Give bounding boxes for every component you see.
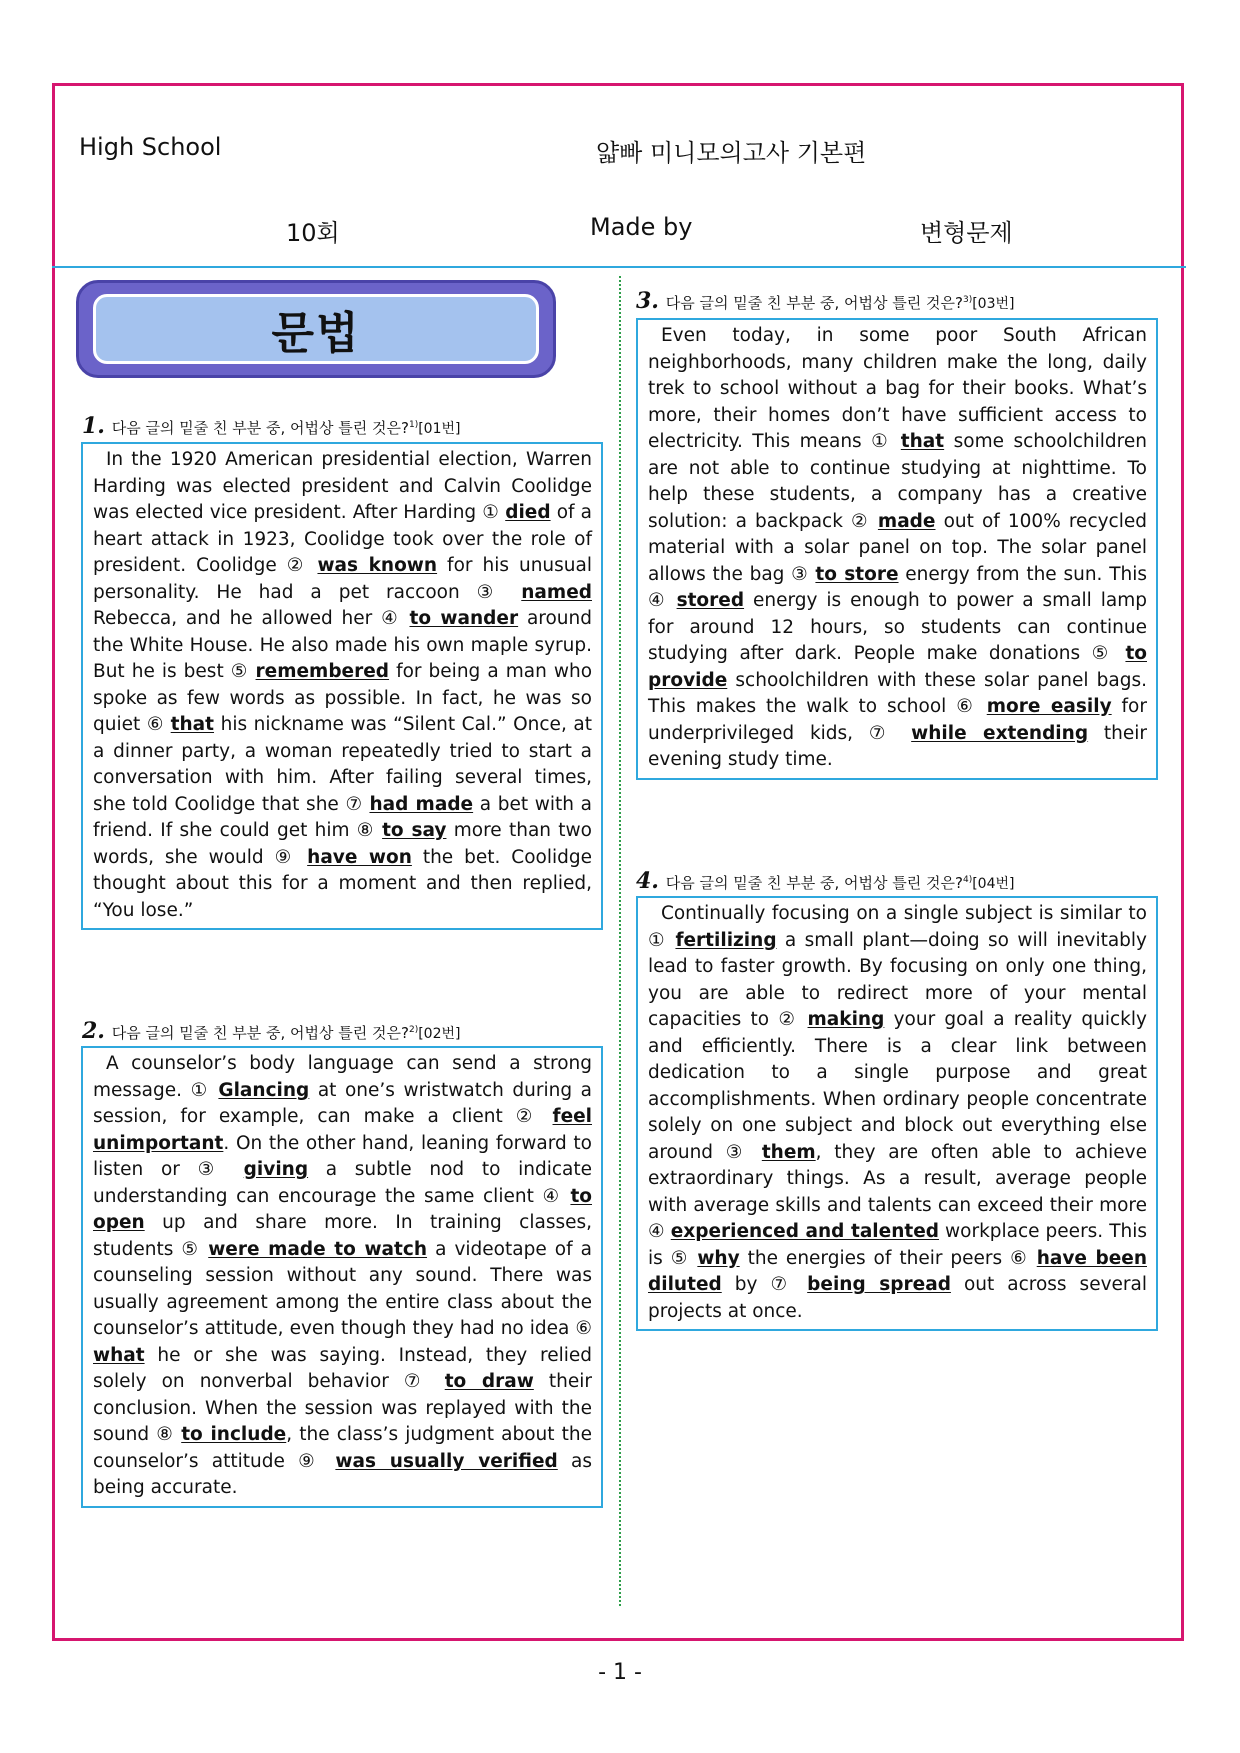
section-label: 문법: [271, 308, 361, 359]
question-2-header: [82, 1018, 460, 1044]
header-divider: [52, 266, 1186, 268]
question-2-prompt: 다음 글의 밑줄 친 부분 중, 어법상 틀린 것은?: [111, 1024, 409, 1042]
question-4-prompt: 다음 글의 밑줄 친 부분 중, 어법상 틀린 것은?: [665, 874, 963, 892]
question-1-footnote: 1): [408, 420, 419, 430]
question-3-number: 3.: [636, 288, 659, 314]
question-2-ref: [02번]: [418, 1026, 461, 1042]
section-badge: [76, 280, 556, 378]
question-3-passage: [636, 318, 1158, 780]
question-4-header: [636, 868, 1014, 894]
question-2-footnote: 2): [408, 1025, 419, 1035]
header-round: 10회: [286, 219, 340, 247]
question-1-text: In the 1920 American presidential election, Warren Harding was elected president and Calvin Coolidge was elected vice president. After Harding ① died of a heart attack in 1923, Coolidge took over the role of president. Coolidge ② was known for his unusual personality. He had a pet raccoon ③ named Rebecca, and he allowed her ④ to wander around the White House. He also made his own maple syrup. But he is best ⑤ remembered for being a man who spoke as few words as possible. In fact, he was so quiet ⑥ that his nickname was “Silent Cal.” Once, at a dinner party, a woman repeatedly tried to start a conversation with him. After failing several times, she told Coolidge that she ⑦ had made a bet with a friend. If she could get him ⑧ to say more than two words, she would ⑨ have won the bet. Coolidge thought about this for a moment and then replied, “You lose.”: [93, 449, 593, 921]
question-4-number: 4.: [636, 868, 659, 894]
question-1-number: 1.: [82, 413, 105, 439]
question-4-text: Continually focusing on a single subject is similar to ① fertilizing a small plant—doing so will inevitably lead to faster growth. By focusing on only one thing, you are able to redirect more of your mental capacities to ② making your goal a reality quickly and efficiently. There is a clear link between dedication to a single purpose and great accomplishments. When ordinary people concentrate solely on one subject and block out everything else around ③ them, they are often able to achieve extraordinary things. As a result, average people with average skills and talents can exceed their more ④ experienced and talented workplace peers. This is ⑤ why the energies of their peers ⑥ have been diluted by ⑦ being spread out across several projects at once.: [648, 903, 1148, 1322]
question-1-prompt: 다음 글의 밑줄 친 부분 중, 어법상 틀린 것은?: [111, 419, 409, 437]
page-number: - 1 -: [598, 1660, 642, 1685]
question-3-ref: [03번]: [972, 296, 1015, 312]
question-4-footnote: 4): [962, 875, 973, 885]
question-2-text: A counselor’s body language can send a strong message. ① Glancing at one’s wristwatch during a session, for example, can make a client ② feel unimportant. On the other hand, leaning forward to listen or ③ giving a subtle nod to indicate understanding can encourage the same client ④ to open up and share more. In training classes, students ⑤ were made to watch a videotape of a counseling session without any sound. There was usually agreement among the entire class about the counselor’s attitude, even though they had no idea ⑥ what he or she was saying. Instead, they relied solely on nonverbal behavior ⑦ to draw their conclusion. When the session was replayed with the sound ⑧ to include, the class’s judgment about the counselor’s attitude ⑨ was usually verified as being accurate.: [93, 1053, 593, 1498]
question-2-passage: [81, 1046, 603, 1508]
question-4-ref: [04번]: [972, 876, 1015, 892]
question-3-header: [636, 288, 1014, 314]
question-3-footnote: 3): [962, 295, 973, 305]
question-4-passage: [636, 896, 1158, 1331]
header-school: High School: [79, 133, 222, 161]
question-3-prompt: 다음 글의 밑줄 친 부분 중, 어법상 틀린 것은?: [665, 294, 963, 312]
question-1-ref: [01번]: [418, 421, 461, 437]
question-2-number: 2.: [82, 1018, 105, 1044]
header-title: 얇빠 미니모의고사 기본편: [596, 139, 867, 167]
column-divider: [619, 276, 621, 1606]
question-1-passage: [81, 442, 603, 930]
header-type: 변형문제: [920, 219, 1013, 247]
header-made-by: Made by: [590, 213, 693, 241]
question-3-text: Even today, in some poor South African neighborhoods, many children make the long, daily trek to school without a bag for their books. What’s more, their homes don’t have sufficient access to electricity. This means ① that some schoolchildren are not able to continue studying at nighttime. To help these students, a company has a creative solution: a backpack ② made out of 100% recycled material with a solar panel on top. The solar panel allows the bag ③ to store energy from the sun. This ④ stored energy is enough to power a small lamp for around 12 hours, so students can continue studying after dark. People make donations ⑤ to provide schoolchildren with these solar panel bags. This makes the walk to school ⑥ more easily for underprivileged kids, ⑦ while extending their evening study time.: [648, 325, 1147, 770]
question-1-header: [82, 413, 460, 439]
